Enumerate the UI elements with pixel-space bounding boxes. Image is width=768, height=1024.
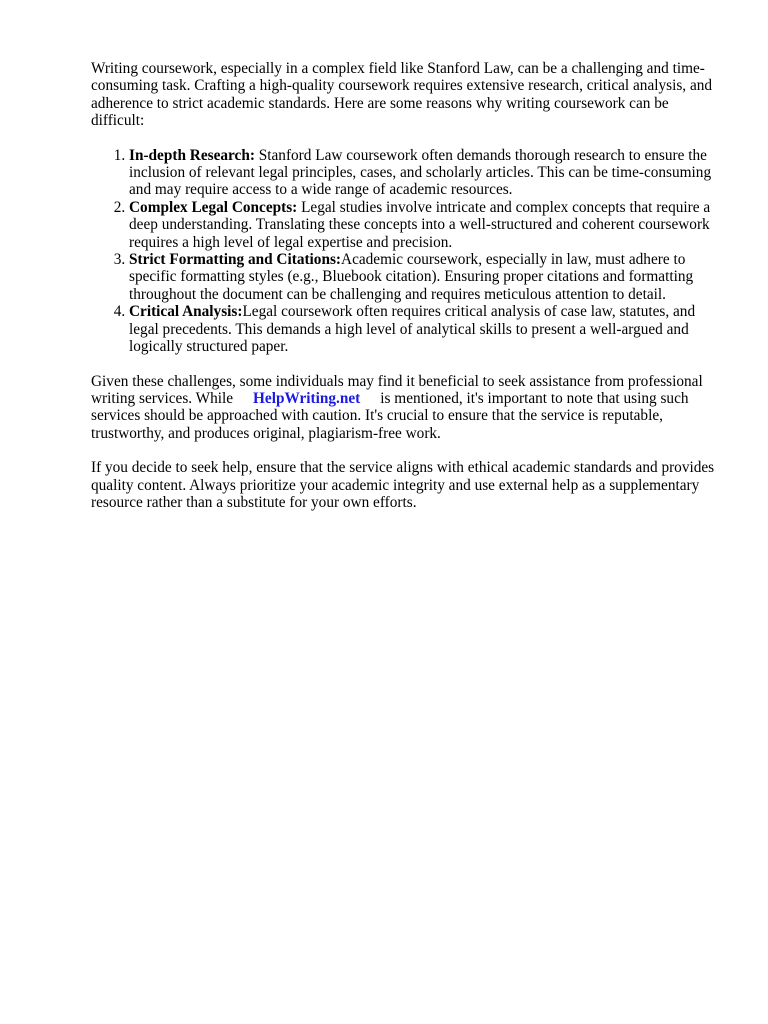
reason-term: Critical Analysis: (129, 303, 243, 321)
document-page (91, 60, 721, 528)
list-item-formatting (129, 251, 721, 303)
reason-text: Stanford Law coursework often demands thorough research to ensure the inclusion of relevant legal principles, cases, and scholarly articles. This can be time-consuming and may require access to a wide range of academic resources. (129, 146, 712, 199)
intro-paragraph: Writing coursework, especially in a complex field like Stanford Law, can be a challenging and time-consuming task. Crafting a high-quality coursework requires extensive research, critical analysis, and adherence to strict academic standards. Here are some reasons why writing coursework can be difficult: (91, 60, 713, 130)
reason-text: Legal studies involve intricate and complex concepts that require a deep understanding. Translating these concepts into a well-structured and coherent coursework requires a high level of legal expertise and precision. (129, 198, 711, 251)
reason-term: Complex Legal Concepts: (129, 198, 298, 216)
list-item-research (129, 147, 721, 199)
reason-text: Legal coursework often requires critical analysis of case law, statutes, and legal precedents. This demands a high level of analytical skills to present a well-argued and logically structured paper. (129, 303, 696, 356)
closing-paragraph: If you decide to seek help, ensure that the service aligns with ethical academic standards and provides quality content. Always prioritize your academic integrity and use external help as a supplementary resource rather than a substitute for your own efforts. (91, 459, 715, 511)
reason-text: Academic coursework, especially in law, must adhere to specific formatting styles (e.g., Bluebook citation). Ensuring proper citations and formatting throughout the document can be challenging and requires meticulous attention to detail. (129, 251, 694, 303)
list-item-analysis (129, 303, 721, 355)
reason-term: Strict Formatting and Citations: (129, 251, 342, 269)
list-item-concepts (129, 199, 721, 251)
helpwriting-link[interactable]: HelpWriting.net (253, 389, 361, 407)
assistance-text-after: is mentioned, it's important to note that using such services should be approached with caution. It's crucial to ensure that the service is reputable, trustworthy, and produces original, plagiarism-free work. (91, 389, 689, 442)
assistance-text-before: Given these challenges, some individuals may find it beneficial to seek assistance from professional writing services. While (91, 372, 703, 407)
reason-term: In-depth Research: (129, 146, 255, 164)
reasons-list (91, 147, 721, 356)
assistance-paragraph (91, 373, 721, 443)
